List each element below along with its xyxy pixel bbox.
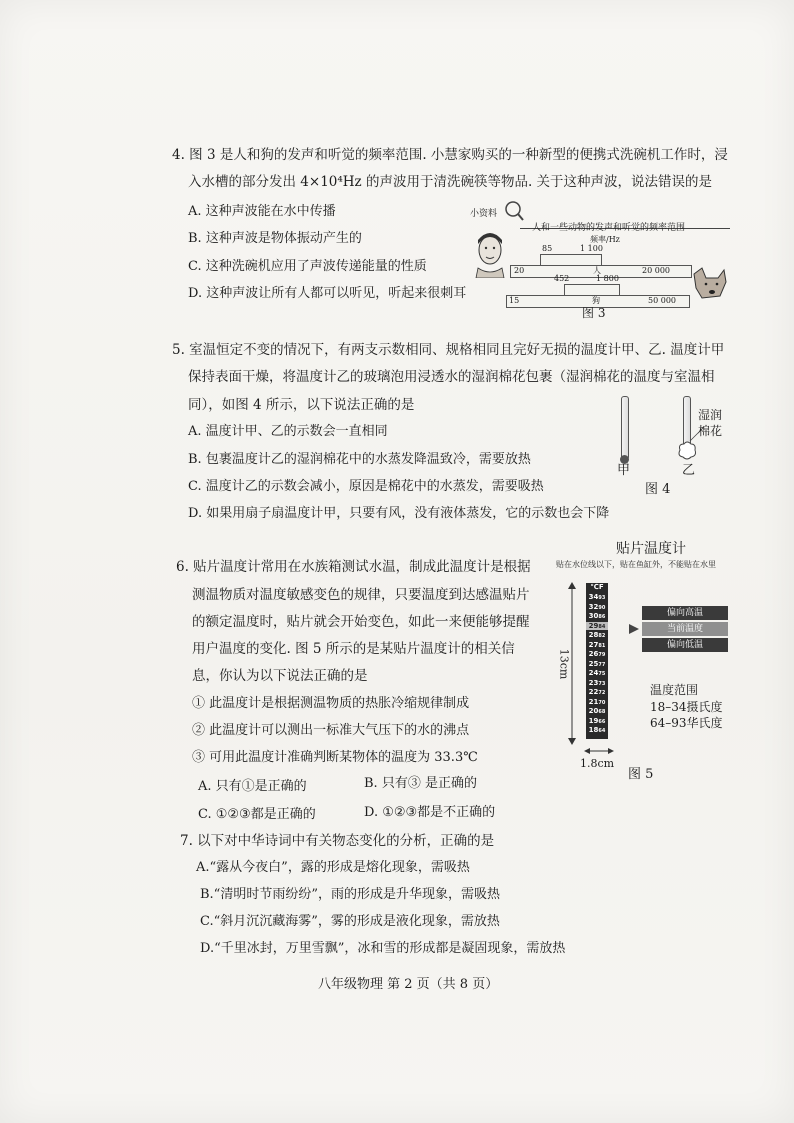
fig3-unit: 频率/Hz [590,235,620,244]
q5-stem-line-1: 5. 室温恒定不变的情况下，有两支示数相同、规格相同且完好无损的温度计甲、乙. 温度计甲 [172,342,725,358]
strip-cell-fahrenheit: 86 [598,614,606,620]
strip-cell-26: 2679 [588,650,606,658]
q5-option-b: B. 包裹温度计乙的湿润棉花中的水蒸发降温致冷，需要放热 [188,452,531,467]
strip-cell-fahrenheit: 68 [598,709,606,715]
strip-cell-29: 2984 [586,622,608,631]
q5-stem-line-3: 同），如图 4 所示，以下说法正确的是 [188,397,415,413]
strip-cell-23: 2373 [588,678,606,687]
fig5-title: 贴片温度计 [616,541,686,557]
q4-stem-line-2: 入水槽的部分发出 4×10⁴Hz 的声波用于清洗碗筷等物品. 关于这种声波，说法错误的是 [188,174,713,190]
q6-stem-line-5: 息，你认为以下说法正确的是 [192,668,368,684]
cotton-label-1: 湿润 [698,408,723,422]
q5-option-d: D. 如果用扇子扇温度计甲，只要有风，没有液体蒸发，它的示数也会下降 [188,506,610,521]
page-footer: 八年级物理 第 2 页（共 8 页） [318,977,499,992]
thermometer-jia [621,396,629,460]
strip-unit-header: ℃F [590,583,604,591]
q6-stem-line-2: 测温物质对温度敏感变色的规律，只要温度到达感温贴片 [192,587,530,603]
human-hear-min: 20 [514,266,525,275]
wet-cotton-icon [676,440,698,462]
strip-cell-18: 1864 [588,726,606,734]
dog-head-icon [690,266,730,302]
q4-option-a: A. 这种声波能在水中传播 [188,204,336,219]
q6-option-d: D. ①②③都是不正确的 [364,805,496,820]
strip-cell-fahrenheit: 64 [598,728,606,734]
q6-stem-line-4: 用户温度的变化. 图 5 所示的是某贴片温度计的相关信 [192,641,515,657]
height-label: 13cm [557,648,571,680]
strip-cell-27: 2781 [588,640,606,649]
q7-option-b: B.“清明时节雨纷纷”，雨的形成是升华现象，需吸热 [200,887,500,902]
q6-option-c: C. ①②③都是正确的 [198,807,316,822]
q7-option-c: C.“斜月沉沉藏海雾”，雾的形成是液化现象，需放热 [200,914,500,929]
strip-cell-19: 1966 [588,716,606,725]
dog-hear-min: 15 [509,296,520,305]
strip-cell-25: 2577 [588,659,606,668]
dog-speak-min: 452 [554,274,570,283]
fig5-caption: 图 5 [628,767,654,782]
q6-statement-2: ② 此温度计可以测出一标准大气压下的水的沸点 [192,723,470,738]
q5-stem-line-2: 保持表面干燥，将温度计乙的玻璃泡用浸透水的湿润棉花包裹（湿润棉花的温度与室温相 [188,369,715,385]
q4-option-b: B. 这种声波是物体振动产生的 [188,231,362,246]
q6-option-a: A. 只有①是正确的 [198,779,307,794]
q7-option-a: A.“露从今夜白”，露的形成是熔化现象，需吸热 [196,860,470,875]
fig4-caption: 图 4 [645,482,671,497]
human-face-icon [472,230,508,278]
label-yi: 乙 [682,463,696,478]
q6-stem-line-1: 6. 贴片温度计常用在水族箱测试水温，制成此温度计是根据 [176,559,531,575]
q4-option-c: C. 这种洗碗机应用了声波传递能量的性质 [188,259,427,274]
dog-hear-max: 50 000 [648,296,676,305]
strip-cell-fahrenheit: 84 [598,623,606,630]
strip-cell-fahrenheit: 70 [598,699,606,706]
strip-cell-20: 2068 [588,707,606,715]
dog-label: 狗 [592,296,600,305]
human-label: 人 [593,266,601,275]
strip-cell-fahrenheit: 79 [598,652,606,658]
strip-cell-fahrenheit: 72 [598,690,606,696]
legend-current: 当前温度 [642,622,728,636]
width-label: 1.8cm [580,757,615,770]
strip-cell-28: 2882 [588,631,606,639]
figure-3 [470,200,732,320]
strip-cell-fahrenheit: 90 [598,604,606,611]
strip-cell-21: 2170 [588,697,606,706]
strip-cell-fahrenheit: 73 [598,680,606,687]
strip-cell-fahrenheit: 66 [598,718,606,725]
arrow-right-icon [627,622,641,636]
legend-high: 偏向高温 [642,606,728,620]
cotton-label-2: 棉花 [698,424,723,438]
strip-cell-fahrenheit: 75 [598,671,606,677]
fig3-badge: 小资料 [470,209,498,219]
fig5-subtitle: 贴在水位线以下，贴在鱼缸外，不能贴在水里 [556,560,716,569]
strip-cell-fahrenheit: 81 [598,642,606,649]
dog-speak-max: 1 800 [596,274,619,283]
human-speak-max: 1 100 [580,244,603,253]
q5-option-a: A. 温度计甲、乙的示数会一直相同 [188,424,388,439]
q4-option-d: D. 这种声波让所有人都可以听见，听起来很刺耳 [188,286,467,301]
sticker-thermometer-strip [586,583,608,739]
q4-stem-line-1: 4. 图 3 是人和狗的发声和听觉的频率范围. 小慧家购买的一种新型的便携式洗碗机工作时，浸 [172,147,728,163]
strip-cell-34: 3493 [588,593,606,601]
label-jia: 甲 [617,463,631,478]
human-hear-max: 20 000 [642,266,670,275]
strip-cell-22: 2272 [588,688,606,696]
magnifier-icon [504,200,524,222]
strip-cell-30: 3086 [588,612,606,620]
strip-cell-24: 2475 [588,669,606,677]
q7-stem: 7. 以下对中华诗词中有关物态变化的分析，正确的是 [180,833,495,849]
legend-low: 偏向低温 [642,638,728,652]
q6-statement-3: ③ 可用此温度计准确判断某物体的温度为 33.3℃ [192,750,478,765]
strip-cell-fahrenheit: 93 [598,595,606,601]
q6-stem-line-3: 的额定温度时，贴片就会开始变色，如此一来便能够提醒 [192,614,530,630]
fig3-caption: 图 3 [582,306,606,320]
strip-cell-fahrenheit: 77 [598,661,606,668]
range-celsius: 18–34摄氏度 [650,700,723,714]
human-speak-min: 85 [542,244,553,253]
q7-option-d: D.“千里冰封，万里雪飘”，冰和雪的形成都是凝固现象，需放热 [200,941,566,956]
q5-option-c: C. 温度计乙的示数会减小，原因是棉花中的水蒸发，需要吸热 [188,479,544,494]
range-title: 温度范围 [650,683,699,697]
q6-option-b: B. 只有③ 是正确的 [364,776,477,791]
range-fahrenheit: 64–93华氏度 [650,716,723,730]
q6-statement-1: ① 此温度计是根据测温物质的热胀冷缩规律制成 [192,696,470,711]
strip-cell-fahrenheit: 82 [598,633,606,639]
fig3-title: 人和一些动物的发声和听觉的频率范围 [532,223,686,233]
strip-cell-32: 3290 [588,602,606,611]
